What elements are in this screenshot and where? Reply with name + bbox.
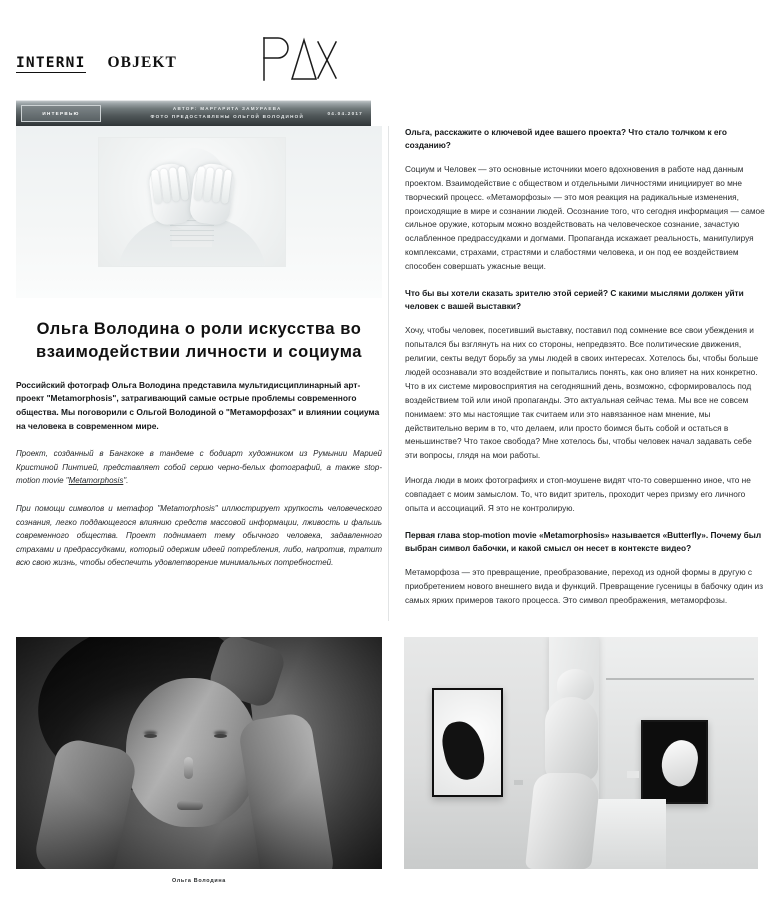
article-right-column (388, 126, 765, 621)
primary-nav (16, 55, 177, 73)
masthead (0, 0, 770, 100)
interview-question-3: Первая глава stop-motion movie «Metamorphosis» называется «Butterfly». Почему был выбран символ бабочки, и какой смысл он несет в контексте видео? (405, 530, 762, 553)
interview-question-1: Ольга, расскажите о ключевой идее вашего проекта? Что стало толчком к его созданию? (405, 127, 727, 150)
lower-photo-row (16, 637, 754, 884)
hero-photo-block (16, 126, 382, 298)
gallery-statue (524, 669, 616, 869)
article-headline: Ольга Володина о роли искусства во взаимодействии личности и социума (36, 320, 362, 362)
article-meta-strip (16, 100, 371, 126)
gallery-photo (404, 637, 758, 869)
portrait-photo-caption: Ольга Володина (171, 877, 227, 884)
interview-answer-3: Метаморфоза — это превращение, преобразование, переход из одной формы в другую с приобретением нового внешнего вида и функций. Превращение гусеницы в бабочку один из самых ярких примеров такого процесса. Это символ преображения, метаморфозы. (405, 566, 763, 605)
article-photo-credit-line: ФОТО ПРЕДОСТАВЛЕНЫ ОЛЬГОЙ ВОЛОДИНОЙ (150, 114, 305, 119)
article-author-line: АВТОР: МАРГАРИТА ЗАМУРАЕВА (172, 106, 282, 112)
article-left-column (16, 126, 382, 570)
category-badge-label: ИНТЕРВЬЮ (42, 110, 80, 116)
intro-paragraph-1-after: ". (123, 476, 129, 486)
article-body (16, 126, 765, 621)
pax-logo[interactable] (258, 32, 338, 84)
portrait-photo-block (16, 637, 382, 884)
gallery-framed-print-right (641, 720, 708, 804)
intro-paragraph-2: При помощи символов и метафор "Metamorphosis" иллюстрирует хрупкость человеческого сознания, легко поддающегося влиянию средств массовой информации, лживость и фальшь современного общества. Проект поднимает тему обычного человека, задавленного страхами и предрассудками, который одержим идеей потребления, либо, напротив, тратит всю свою жизнь, чтобы обеспечить удовлетворение минимальных потребностей. (16, 504, 382, 568)
page-footer-space (0, 884, 770, 924)
nav-item-interni[interactable]: INTERNI (16, 55, 86, 71)
interview-answer-2-extra: Иногда люди в моих фотографиях и стоп-моушене видят что-то совершенно иное, что не совпадает с моим замыслом. То, что видит зритель, проходит через призму его личного опыта и ассоциаций. Я это не контролирую. (405, 475, 751, 514)
hero-photo-hands-over-face (99, 138, 285, 266)
intro-paragraph-1 (16, 447, 382, 488)
category-badge-interview[interactable] (21, 105, 101, 122)
interview-answer-2: Хочу, чтобы человек, посетивший выставку, поставил под сомнение все свои убеждения и попытался бы взглянуть на них со стороны, непредвзято. Все политические движения, религии, секты ведут борьбу за умы людей в своих интересах. Хотелось бы, чтобы больше людей осознавали это воздействие и попытались понять, как оно влияет на них конкретно. Что в их системе мировосприятия на сегодняшний день, возможно, сформировалось под воздействием той или иной пропаганды. Это актуальная сейчас тема. Мы все не совсем понимаем: это мы настоящие так считаем или это навязанное нам мнение, мы действительно верим в то, что делаем, или просто боимся быть собой и остаться в меньшинстве? Что такое свобода? Мне хотелось бы, чтобы человек начал задавать себе эти вопросы, глядя на мои работы. (405, 324, 759, 461)
interview-answer-1: Социум и Человек — это основные источники моего вдохновения в работе над данным проектом. Взаимодействие с обществом и отдельными личностями инициирует во мне творческий процесс. «Метаморфозы» — это моя реакция на радикальные изменения, происходящие в мире и сознании людей. Осознание того, что сегодня информация — самое сильное оружие, которым можно воздействовать на человеческое сознание, зачастую ослабленное предрассудками и догмами. Пропаганда искажает реальность, манипулируя комплексами, страхами, страстями и слабостями человека, и он под ее воздействием способен совершать ужасные вещи. (405, 163, 765, 272)
gallery-framed-print-left (432, 688, 503, 797)
gallery-photo-block (404, 637, 758, 869)
article-date: 04.04.2017 (327, 110, 363, 116)
portrait-photo (16, 637, 382, 869)
article-lede: Российский фотограф Ольга Володина представила мультидисциплинарный арт-проект "Metamorphosis", затрагивающий самые острые проблемы современного общества. Мы поговорили с Ольгой Володиной о "Метаморфозах" и влиянии социума на человека в современном мире. (16, 379, 380, 431)
intro-paragraph-1-before: Проект, созданный в Бангкоке в тандеме с бодиарт художником из Румынии Марией Кристиной Пинтией, представляет собой серию черно-белых фотографий, а также stop-motion movie " (16, 449, 382, 486)
article-meta-strip-wrap (16, 100, 754, 126)
metamorphosis-link[interactable]: Metamorphosis (68, 476, 124, 486)
interview-question-2: Что бы вы хотели сказать зрителю этой серией? С какими мыслями должен уйти человек с вашей выставки? (405, 288, 744, 312)
article-credits (101, 105, 328, 120)
nav-item-objekt[interactable]: OBJEKT (107, 54, 177, 71)
